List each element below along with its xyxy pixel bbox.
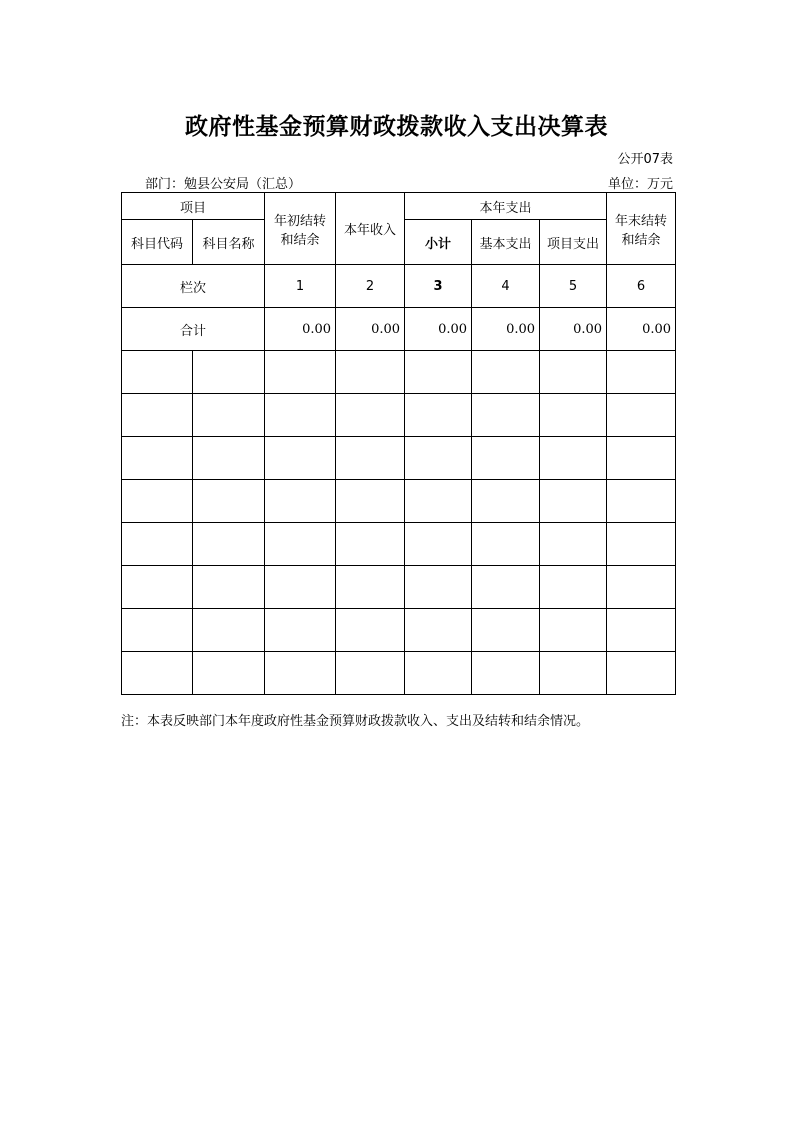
column-index-cell: 1 [265, 265, 336, 308]
table-cell [405, 652, 472, 695]
total-cell: 0.00 [472, 308, 540, 351]
table-row [122, 394, 676, 437]
table-cell [122, 394, 193, 437]
table-row [122, 652, 676, 695]
table-cell [265, 609, 336, 652]
table-cell [193, 609, 265, 652]
column-index-row [122, 265, 676, 308]
table-cell [336, 480, 405, 523]
table-cell [405, 480, 472, 523]
table-cell [122, 609, 193, 652]
table-cell [607, 523, 676, 566]
table-cell [472, 566, 540, 609]
table-cell [607, 480, 676, 523]
total-cell: 0.00 [405, 308, 472, 351]
table-row [122, 523, 676, 566]
total-cell: 0.00 [607, 308, 676, 351]
table-cell [336, 609, 405, 652]
table-cell [607, 609, 676, 652]
column-index-cell: 4 [472, 265, 540, 308]
table-cell [265, 394, 336, 437]
total-cell: 0.00 [265, 308, 336, 351]
table-cell [122, 652, 193, 695]
table-cell [193, 437, 265, 480]
table-cell [472, 609, 540, 652]
header-item: 项目 [122, 193, 265, 220]
table-row [122, 351, 676, 394]
table-cell [265, 437, 336, 480]
table-cell [336, 394, 405, 437]
table-cell [607, 351, 676, 394]
table-row [122, 566, 676, 609]
table-cell [472, 652, 540, 695]
table-cell [265, 523, 336, 566]
total-cell: 0.00 [540, 308, 607, 351]
table-cell [540, 566, 607, 609]
table-cell [193, 351, 265, 394]
header-opening-balance: 年初结转 和结余 [265, 193, 336, 265]
column-index-cell: 2 [336, 265, 405, 308]
table-cell [122, 437, 193, 480]
table-cell [540, 609, 607, 652]
table-cell [265, 351, 336, 394]
table-cell [336, 652, 405, 695]
table-cell [472, 351, 540, 394]
table-cell [336, 351, 405, 394]
table-cell [193, 480, 265, 523]
table-cell [472, 523, 540, 566]
table-cell [193, 523, 265, 566]
table-cell [472, 437, 540, 480]
table-cell [193, 394, 265, 437]
page-title: 政府性基金预算财政拨款收入支出决算表 [185, 114, 608, 140]
footnote: 注：本表反映部门本年度政府性基金预算财政拨款收入、支出及结转和结余情况。 [121, 714, 590, 729]
column-index-label: 栏次 [122, 265, 265, 308]
table-cell [540, 394, 607, 437]
table-cell [607, 652, 676, 695]
table-cell [607, 437, 676, 480]
table-cell [122, 523, 193, 566]
table-cell [405, 351, 472, 394]
header-current-expense: 本年支出 [405, 193, 607, 220]
unit-label: 单位：万元 [607, 177, 673, 192]
table-cell [336, 523, 405, 566]
table-cell [265, 652, 336, 695]
table-cell [540, 652, 607, 695]
department-label: 部门：勉县公安局（汇总） [145, 177, 302, 192]
header-subtotal: 小计 [405, 220, 472, 265]
table-cell [265, 566, 336, 609]
header-closing-balance: 年末结转 和结余 [607, 193, 676, 265]
table-cell [607, 394, 676, 437]
table-cell [540, 351, 607, 394]
table-cell [336, 437, 405, 480]
budget-table [121, 192, 676, 695]
table-row [122, 480, 676, 523]
table-row [122, 437, 676, 480]
table-cell [405, 566, 472, 609]
table-cell [193, 566, 265, 609]
table-cell [122, 480, 193, 523]
column-index-cell: 5 [540, 265, 607, 308]
table-cell [122, 351, 193, 394]
header-project-expense: 项目支出 [540, 220, 607, 265]
total-label: 合计 [122, 308, 265, 351]
table-cell [193, 652, 265, 695]
column-index-cell: 3 [405, 265, 472, 308]
table-cell [472, 480, 540, 523]
table-cell [336, 566, 405, 609]
header-basic-expense: 基本支出 [472, 220, 540, 265]
total-cell: 0.00 [336, 308, 405, 351]
header-subject-code: 科目代码 [122, 220, 193, 265]
table-cell [405, 394, 472, 437]
table-cell [540, 437, 607, 480]
column-index-cell: 6 [607, 265, 676, 308]
header-current-income: 本年收入 [336, 193, 405, 265]
table-cell [405, 609, 472, 652]
table-row [122, 609, 676, 652]
table-cell [122, 566, 193, 609]
header-subject-name: 科目名称 [193, 220, 265, 265]
table-cell [540, 480, 607, 523]
table-cell [607, 566, 676, 609]
form-number: 公开07表 [617, 152, 673, 167]
table-cell [405, 437, 472, 480]
table-cell [540, 523, 607, 566]
table-cell [405, 523, 472, 566]
table-cell [472, 394, 540, 437]
total-row [122, 308, 676, 351]
table-cell [265, 480, 336, 523]
